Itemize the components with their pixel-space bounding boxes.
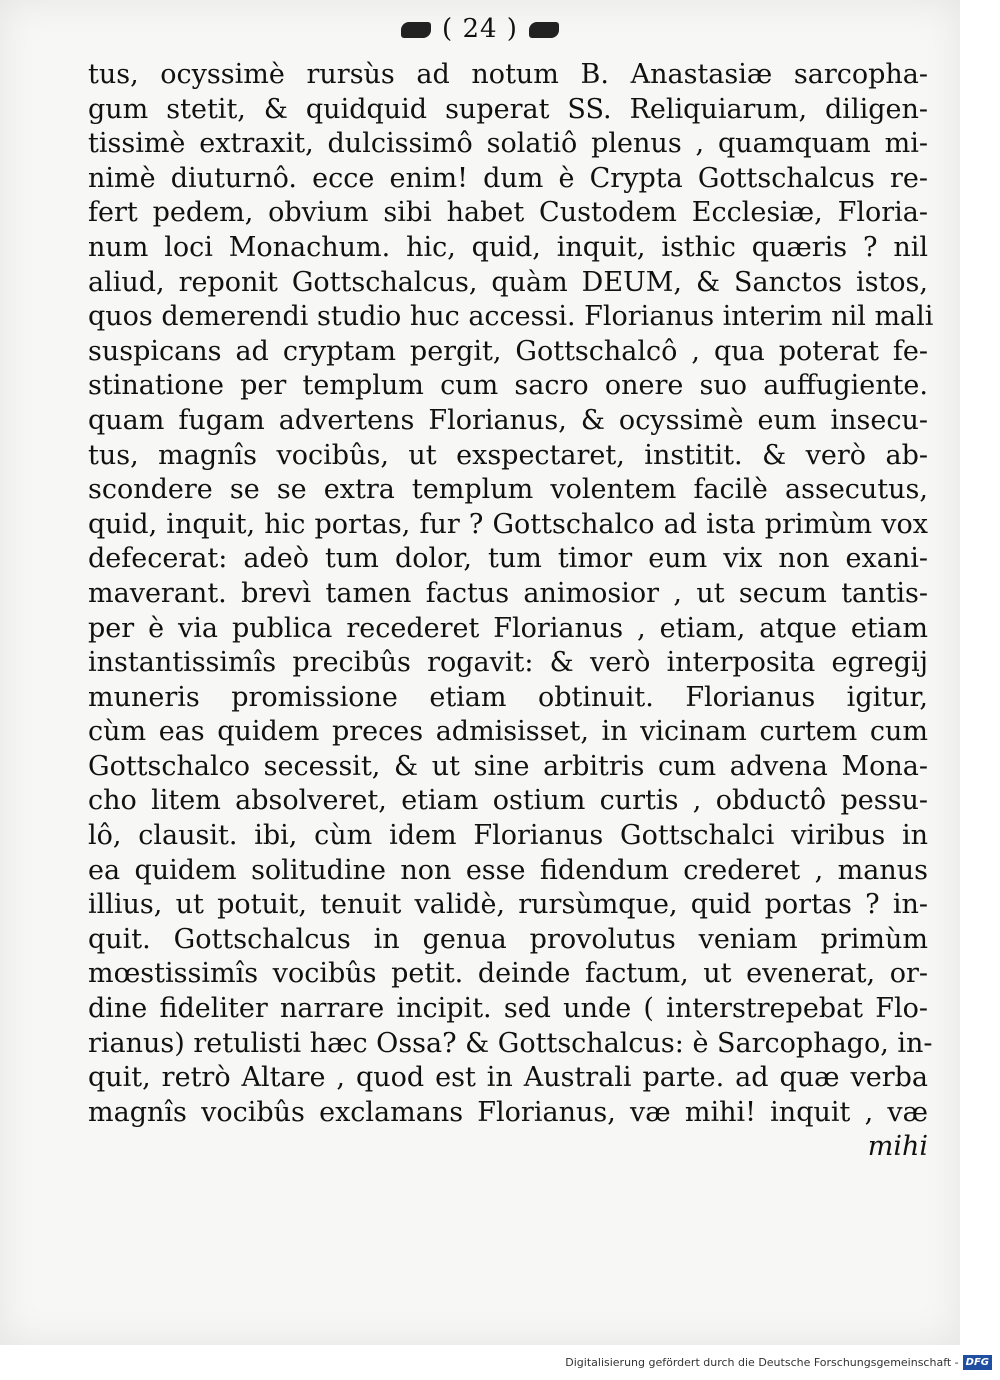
- text-line: per è via publica recederet Florianus , etiam, atque etiam: [88, 612, 928, 644]
- body-text: [88, 58, 934, 1165]
- text-line: cùm eas quidem preces admisisset, in vicinam curtem cum: [88, 716, 928, 748]
- text-line: dine fideliter narrare incipit. sed unde ( interstrepebat Flo-: [88, 993, 928, 1025]
- text-line: defecerat: adeò tum dolor, tum timor eum vix non exani-: [88, 543, 928, 575]
- text-line: instantissimîs precibûs rogavit: & verò interposita egregij: [88, 647, 928, 679]
- funding-credit: Digitalisierung gefördert durch die Deutsche Forschungsgemeinschaft -: [565, 1356, 959, 1369]
- page-number: ( 24 ): [442, 14, 518, 44]
- digitization-footer: [0, 1345, 1000, 1380]
- left-ornament: [401, 22, 431, 38]
- catchword: mihi: [867, 1131, 928, 1163]
- text-line: stinatione per templum cum sacro onere suo auffugiente.: [88, 370, 928, 402]
- dfg-logo: DFG: [963, 1355, 992, 1370]
- text-line: quit. Gottschalcus in genua provolutus veniam primùm: [88, 923, 928, 955]
- text-line: tus, magnîs vocibûs, ut exspectaret, institit. & verò ab-: [88, 439, 928, 471]
- text-line: tus, ocyssimè rursùs ad notum B. Anastasiæ sarcopha-: [88, 59, 928, 90]
- text-line: cho litem absolveret, etiam ostium curtis , obductô pessu-: [88, 785, 928, 817]
- text-line: Gottschalco secessit, & ut sine arbitris cum advena Mona-: [88, 750, 928, 782]
- text-line: quos demerendi studio huc accessi. Florianus interim nil mali: [88, 301, 934, 333]
- text-line: aliud, reponit Gottschalcus, quàm DEUM, & Sanctos istos,: [88, 266, 928, 298]
- text-line: scondere se se extra templum volentem facilè assecutus,: [88, 474, 928, 506]
- text-line: fert pedem, obvium sibi habet Custodem Ecclesiæ, Floria-: [88, 197, 928, 229]
- text-line: quit, retrò Altare , quod est in Australi parte. ad quæ verba: [88, 1062, 928, 1094]
- page-header: [0, 14, 960, 44]
- text-line: tissimè extraxit, dulcissimô solatiô plenus , quamquam mi-: [88, 128, 928, 160]
- text-line: suspicans ad cryptam pergit, Gottschalcô , qua poterat fe-: [88, 335, 928, 367]
- text-line: quam fugam advertens Florianus, & ocyssimè eum insecu-: [88, 404, 928, 436]
- text-line: lô, clausit. ibi, cùm idem Florianus Gottschalci viribus in: [88, 820, 928, 852]
- text-line: nimè diuturnô. ecce enim! dum è Crypta Gottschalcus re-: [88, 162, 928, 194]
- text-line: maverant. brevì tamen factus animosior , ut secum tantis-: [88, 577, 928, 609]
- text-line: quid, inquit, hic portas, fur ? Gottschalco ad ista primùm vox: [88, 508, 928, 540]
- right-ornament: [529, 22, 559, 38]
- text-line: mœstissimîs vocibûs petit. deinde factum, ut evenerat, or-: [88, 958, 928, 990]
- text-line: illius, ut potuit, tenuit validè, rursùmque, quid portas ? in-: [88, 889, 928, 921]
- text-line: ea quidem solitudine non esse fidendum crederet , manus: [88, 854, 928, 886]
- text-line: num loci Monachum. hic, quid, inquit, isthic quæris ? nil: [88, 231, 928, 263]
- text-line: rianus) retulisti hæc Ossa? & Gottschalcus: è Sarcophago, in-: [88, 1027, 933, 1059]
- text-line: gum stetit, & quidquid superat SS. Reliquiarum, diligen-: [88, 93, 928, 125]
- text-line: muneris promissione etiam obtinuit. Florianus igitur,: [88, 681, 928, 713]
- text-line: magnîs vocibûs exclamans Florianus, væ mihi! inquit , væ: [88, 1096, 928, 1128]
